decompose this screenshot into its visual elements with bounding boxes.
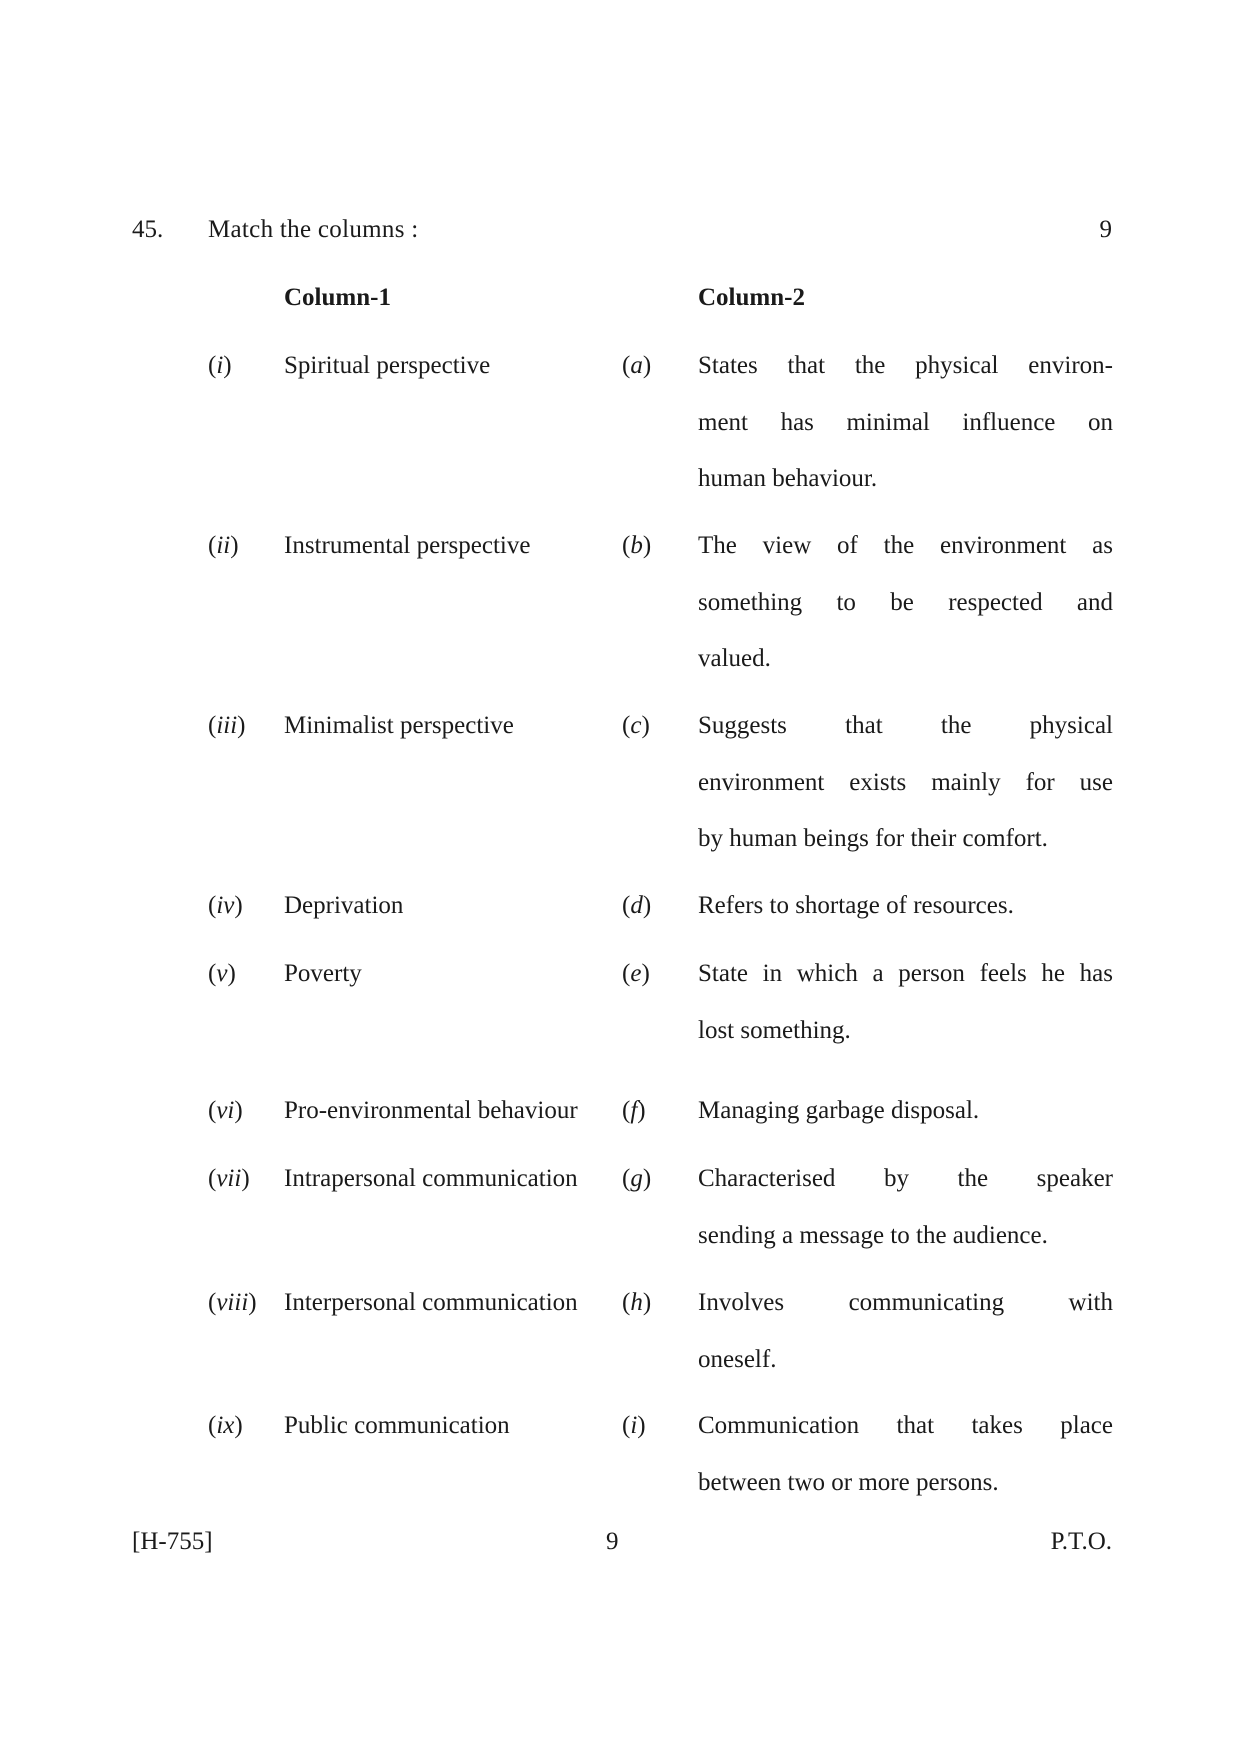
- column-2-description: [698, 698, 1113, 868]
- column-2-description: [698, 1275, 1113, 1388]
- roman-value: v: [216, 960, 228, 987]
- column-1-term: Minimalist perspective: [284, 712, 514, 739]
- roman-value: ii: [216, 532, 231, 559]
- description-line: Refers to shortage of resources.: [698, 892, 1014, 919]
- description-line: Communication that takes place: [698, 1412, 1113, 1439]
- row-letter: (d): [622, 892, 652, 919]
- row-letter: (b): [622, 532, 652, 559]
- paper-code: [H-755]: [132, 1528, 213, 1555]
- roman-value: vi: [216, 1097, 235, 1124]
- roman-value: iv: [216, 892, 235, 919]
- question-marks: 9: [1099, 216, 1112, 243]
- description-line: State in which a person feels he has: [698, 960, 1113, 987]
- column-2-description: [698, 1151, 1113, 1264]
- column-1-term: Poverty: [284, 960, 362, 987]
- letter-value: i: [630, 1412, 638, 1439]
- column-2-description: [698, 1398, 1113, 1511]
- column-2-description: [698, 946, 1113, 1059]
- row-letter: (e): [622, 960, 650, 987]
- description-line: human behaviour.: [698, 465, 878, 492]
- row-roman-numeral: (ix): [208, 1412, 243, 1439]
- description-line: lost something.: [698, 1016, 851, 1044]
- description-line: by human beings for their comfort.: [698, 825, 1048, 852]
- letter-value: b: [630, 532, 643, 559]
- letter-value: a: [630, 352, 643, 379]
- column-2-heading: Column-2: [698, 284, 805, 311]
- description-line: environment exists mainly for use: [698, 768, 1113, 796]
- description-line: valued.: [698, 645, 771, 672]
- column-1-term: Instrumental perspective: [284, 532, 531, 559]
- letter-value: d: [630, 892, 643, 919]
- letter-value: e: [630, 960, 642, 987]
- page-number: 9: [606, 1528, 619, 1555]
- roman-value: vii: [216, 1165, 242, 1192]
- row-roman-numeral: (iii): [208, 712, 246, 739]
- please-turn-over: P.T.O.: [1050, 1528, 1112, 1555]
- roman-value: ix: [216, 1412, 235, 1439]
- row-roman-numeral: (iv): [208, 892, 243, 919]
- row-letter: (c): [622, 712, 650, 739]
- description-line: Managing garbage disposal.: [698, 1097, 980, 1124]
- row-roman-numeral: (vi): [208, 1097, 243, 1124]
- column-2-description: [698, 1083, 1113, 1140]
- column-2-description: [698, 878, 1113, 935]
- roman-value: i: [216, 352, 224, 379]
- description-line: Suggests that the physical: [698, 712, 1113, 739]
- letter-value: h: [630, 1289, 643, 1316]
- row-roman-numeral: (v): [208, 960, 236, 987]
- roman-value: iii: [216, 712, 238, 739]
- letter-value: c: [630, 712, 642, 739]
- letter-value: f: [630, 1097, 638, 1124]
- question-prompt: Match the columns :: [208, 216, 419, 243]
- letter-value: g: [630, 1165, 643, 1192]
- column-1-term: Spiritual perspective: [284, 352, 491, 379]
- column-1-term: Intrapersonal communication: [284, 1165, 578, 1192]
- description-line: Characterised by the speaker: [698, 1165, 1113, 1192]
- description-line: oneself.: [698, 1345, 777, 1373]
- row-roman-numeral: (i): [208, 352, 232, 379]
- column-1-term: Pro-environmental behaviour: [284, 1097, 578, 1124]
- column-1-term: Deprivation: [284, 892, 404, 919]
- row-letter: (i): [622, 1412, 646, 1439]
- column-1-term: Public communication: [284, 1412, 510, 1439]
- roman-value: viii: [216, 1289, 249, 1316]
- row-roman-numeral: (viii): [208, 1289, 257, 1316]
- description-line: between two or more persons.: [698, 1468, 999, 1496]
- column-2-description: [698, 518, 1113, 688]
- column-2-description: [698, 338, 1113, 508]
- row-letter: (h): [622, 1289, 652, 1316]
- row-letter: (g): [622, 1165, 652, 1192]
- description-line: something to be respected and: [698, 588, 1113, 616]
- description-line: Involves communicating with: [698, 1289, 1113, 1316]
- column-1-term: Interpersonal communication: [284, 1289, 578, 1316]
- description-line: ment has minimal influence on: [698, 408, 1113, 436]
- row-roman-numeral: (ii): [208, 532, 239, 559]
- description-line: sending a message to the audience.: [698, 1221, 1048, 1249]
- row-letter: (a): [622, 352, 652, 379]
- column-1-heading: Column-1: [284, 284, 391, 311]
- row-roman-numeral: (vii): [208, 1165, 250, 1192]
- row-letter: (f): [622, 1097, 646, 1124]
- question-number: 45.: [132, 216, 164, 243]
- description-line: The view of the environment as: [698, 532, 1113, 559]
- description-line: States that the physical environ-: [698, 352, 1113, 379]
